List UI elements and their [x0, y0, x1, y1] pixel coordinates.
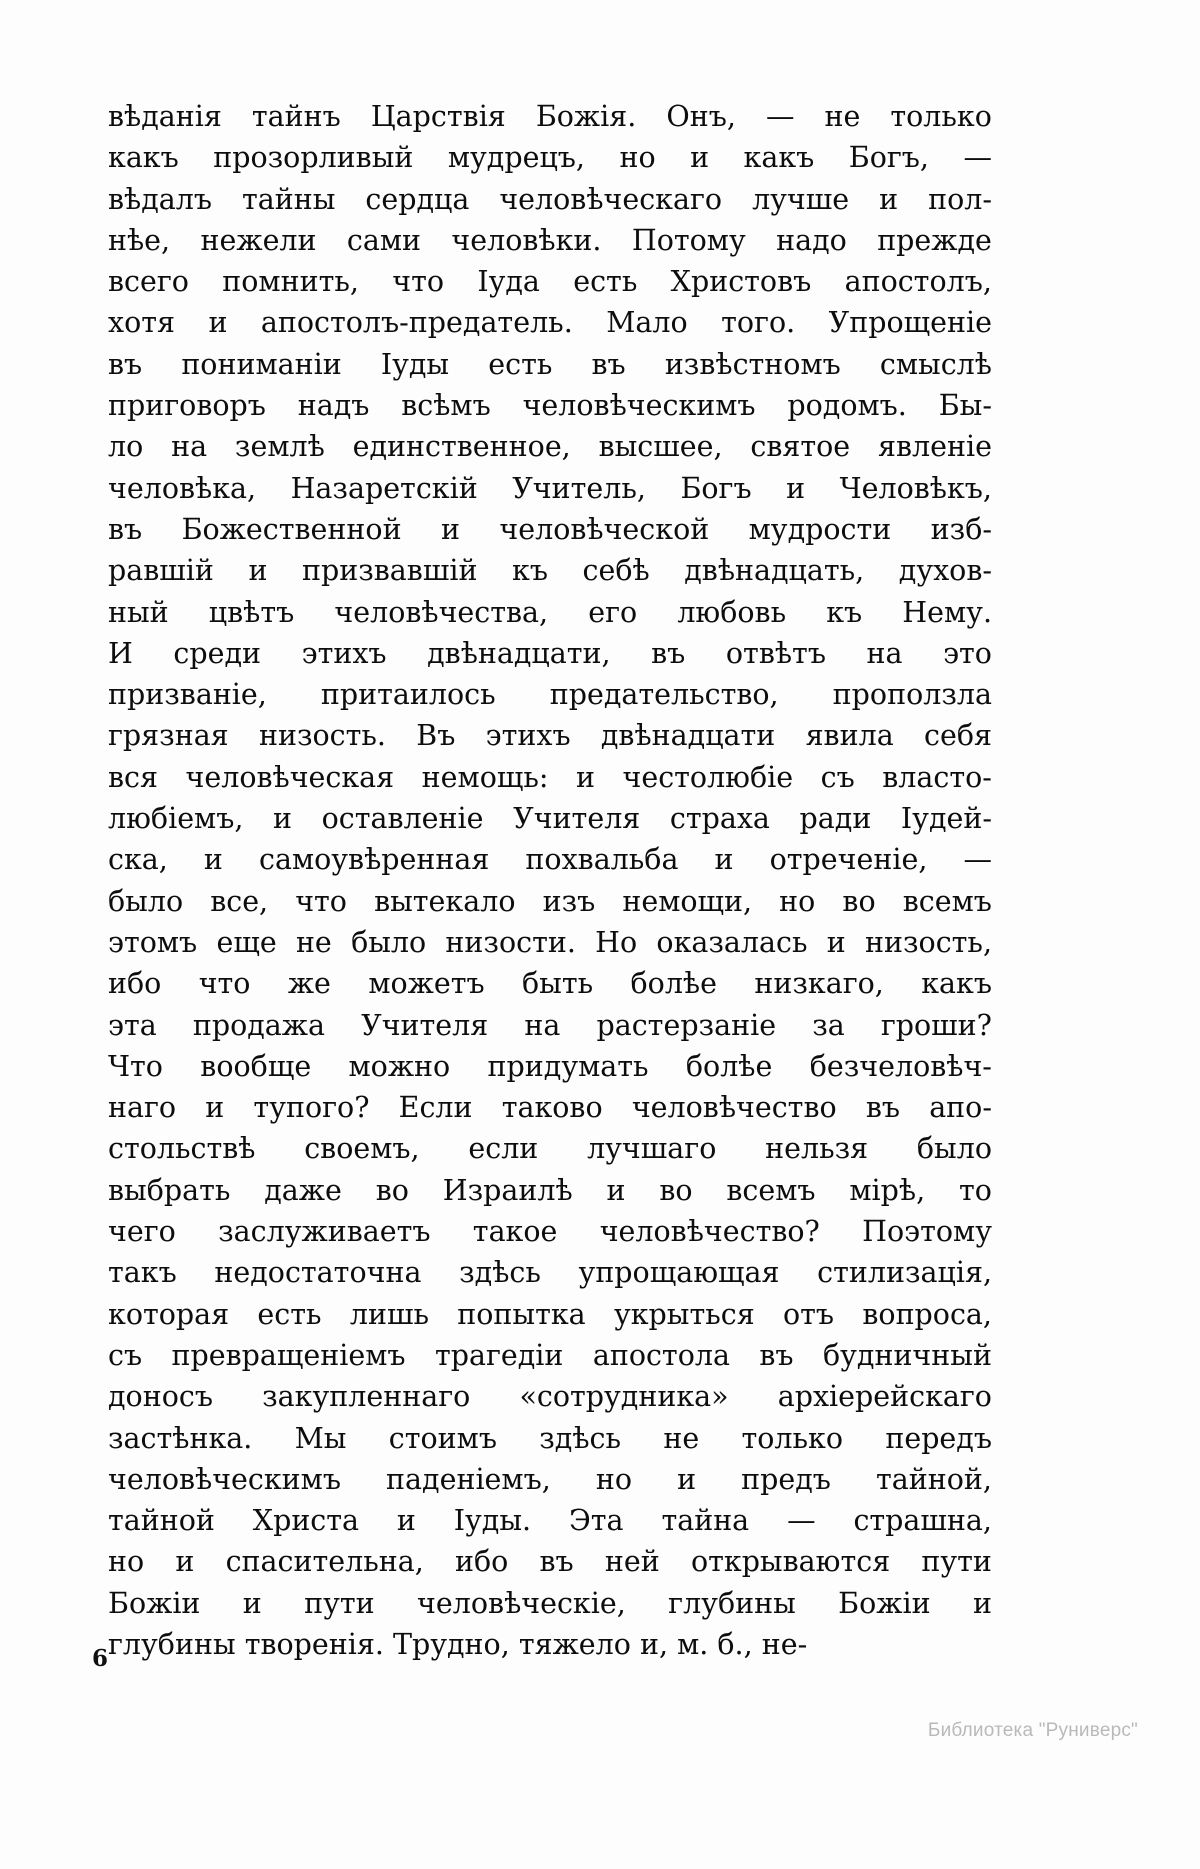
- text-word: эта: [108, 1008, 157, 1042]
- text-word: нежели: [200, 223, 317, 257]
- text-word: приговоръ: [108, 389, 266, 423]
- text-word: притаилось: [320, 678, 496, 712]
- text-line: [108, 137, 992, 178]
- text-word: лучше: [752, 182, 850, 216]
- text-word: изб-: [930, 512, 992, 546]
- text-word: Назаретскій: [290, 471, 478, 505]
- text-word: Божественной: [181, 512, 402, 546]
- text-word: этихъ: [485, 719, 571, 753]
- text-word: И: [108, 636, 133, 670]
- text-word: человѣчества,: [334, 595, 549, 629]
- text-word: «сотрудника»: [519, 1380, 729, 1414]
- text-line: [108, 509, 992, 550]
- text-word: страшна,: [853, 1504, 992, 1538]
- text-word: въ: [651, 636, 686, 670]
- text-word: стоимъ: [388, 1421, 497, 1455]
- text-word: Въ: [416, 719, 456, 753]
- text-word: здѣсь: [539, 1421, 622, 1455]
- text-line: [108, 963, 992, 1004]
- text-word: съ: [820, 760, 855, 794]
- text-word: Эта: [568, 1504, 624, 1538]
- text-word: мудрости: [748, 512, 892, 546]
- text-word: среди: [173, 636, 262, 670]
- text-word: хотя: [108, 306, 175, 340]
- text-word: заслуживаетъ: [218, 1215, 431, 1249]
- text-word: грязная: [108, 719, 229, 753]
- text-word: Іуды: [380, 347, 450, 381]
- text-line: [108, 1046, 992, 1087]
- text-line: [108, 344, 992, 385]
- text-line: [108, 261, 992, 302]
- text-word: что: [295, 884, 347, 918]
- text-word: и: [575, 760, 595, 794]
- text-word: оставленіе: [321, 802, 484, 836]
- text-word: власто-: [882, 760, 992, 794]
- text-word: болѣе: [685, 1049, 773, 1083]
- text-word: Іуды.: [453, 1504, 532, 1538]
- text-line: [108, 220, 992, 261]
- text-word: Если: [398, 1091, 473, 1125]
- text-word: въ: [865, 1091, 901, 1125]
- text-word: и: [208, 306, 228, 340]
- text-word: человѣчество: [631, 1091, 837, 1125]
- text-word: спасительна,: [225, 1545, 424, 1579]
- text-word: то: [958, 1173, 992, 1207]
- text-word: немощи,: [622, 884, 753, 918]
- text-line: [108, 881, 992, 922]
- text-word: человѣки.: [451, 223, 602, 257]
- text-line: [108, 426, 992, 467]
- text-word: застѣнка.: [108, 1421, 253, 1455]
- text-word: человѣческой: [499, 512, 710, 546]
- text-word: честолюбіе: [622, 760, 794, 794]
- text-word: Но: [595, 925, 638, 959]
- text-word: но: [595, 1462, 633, 1496]
- text-line: [108, 96, 992, 137]
- text-word: такое: [472, 1215, 558, 1249]
- text-word: за: [812, 1008, 845, 1042]
- text-word: Божія.: [535, 100, 637, 133]
- text-word: человѣческая: [185, 760, 395, 794]
- text-word: нѣе,: [108, 223, 171, 257]
- text-word: апостолъ,: [844, 265, 992, 299]
- text-word: —: [963, 141, 992, 175]
- text-word: тайной,: [876, 1462, 992, 1496]
- text-word: Учителя: [513, 802, 641, 836]
- text-word: его: [588, 595, 638, 629]
- text-word: вся: [108, 760, 158, 794]
- text-word: не: [824, 100, 861, 133]
- text-word: можетъ: [368, 967, 485, 1001]
- text-word: и: [273, 802, 293, 836]
- text-word: пол-: [928, 182, 992, 216]
- text-word: того.: [721, 306, 796, 340]
- text-word: тайна: [661, 1504, 750, 1538]
- text-line: [108, 550, 992, 591]
- text-word: и: [440, 512, 460, 546]
- library-watermark: Библиотека "Руниверс": [927, 1720, 1138, 1741]
- text-word: въ: [108, 347, 143, 381]
- text-word: мудрецъ,: [447, 141, 585, 175]
- text-word: отъ: [783, 1297, 835, 1331]
- text-word: въ: [591, 347, 626, 381]
- text-word: Нему.: [902, 595, 992, 629]
- text-word: человѣчество?: [599, 1215, 820, 1249]
- text-word: не: [295, 925, 332, 959]
- text-word: на: [524, 1008, 561, 1042]
- text-word: открываются: [690, 1545, 891, 1579]
- text-word: человѣческимъ: [108, 1462, 341, 1496]
- text-word: закупленнаго: [262, 1380, 471, 1414]
- text-word: мірѣ,: [849, 1173, 926, 1207]
- text-word: Христовъ: [670, 265, 812, 299]
- text-word: безчеловѣч-: [809, 1049, 992, 1083]
- text-word: надъ: [297, 389, 370, 423]
- text-word: можно: [348, 1049, 451, 1083]
- text-word: только: [741, 1421, 844, 1455]
- text-line: [108, 839, 992, 880]
- text-word: есть: [573, 265, 638, 299]
- text-line: [108, 1459, 992, 1500]
- text-word: явила: [805, 719, 894, 753]
- text-word: человѣческимъ: [522, 389, 756, 423]
- text-word: тайной: [108, 1504, 215, 1538]
- text-word: вообще: [200, 1049, 312, 1083]
- text-word: ибо: [454, 1545, 509, 1579]
- text-line: [108, 757, 992, 798]
- text-word: святое: [750, 430, 851, 464]
- text-word: есть: [488, 347, 553, 381]
- text-word: которая: [108, 1297, 230, 1331]
- text-word: тайнъ: [251, 100, 341, 133]
- text-word: низкаго,: [754, 967, 884, 1001]
- text-word: и: [972, 1586, 992, 1620]
- text-word: человѣческаго: [499, 182, 723, 216]
- text-line: [108, 179, 992, 220]
- text-word: Потому: [631, 223, 746, 257]
- text-word: отвѣтъ: [725, 636, 826, 670]
- text-word: Іудей-: [900, 802, 992, 836]
- text-word: даже: [264, 1173, 342, 1207]
- text-word: землѣ: [234, 430, 325, 464]
- text-word: такъ: [108, 1256, 177, 1290]
- text-line: [108, 1128, 992, 1169]
- text-word: себѣ: [582, 554, 650, 588]
- text-word: низости.: [445, 925, 576, 959]
- text-word: вѣданія: [108, 100, 222, 133]
- text-word: только: [890, 100, 992, 133]
- text-line: глубины творенія. Трудно, тяжело и, м. б., не-: [108, 1627, 808, 1661]
- text-word: Іуда: [477, 265, 540, 299]
- text-word: сердца: [365, 182, 470, 216]
- text-line: [108, 1583, 992, 1624]
- text-word: апостолъ-предатель.: [260, 306, 573, 340]
- text-word: есть: [257, 1297, 322, 1331]
- text-word: надо: [776, 223, 847, 257]
- text-word: превращеніемъ: [171, 1338, 406, 1372]
- text-line: [108, 1211, 992, 1252]
- text-word: двѣнадцать,: [684, 554, 865, 588]
- text-word: явленіе: [878, 430, 992, 464]
- text-word: тупого?: [253, 1091, 370, 1125]
- text-word: ска,: [108, 843, 168, 877]
- text-word: къ: [512, 554, 548, 588]
- text-word: человѣка,: [108, 471, 257, 505]
- text-word: ради: [799, 802, 872, 836]
- text-word: Божіи: [838, 1586, 931, 1620]
- text-word: если: [468, 1132, 539, 1166]
- text-word: недостаточна: [214, 1256, 422, 1290]
- text-word: человѣческіе,: [417, 1586, 626, 1620]
- text-word: этихъ: [301, 636, 387, 670]
- text-word: самоувѣренная: [258, 843, 490, 877]
- text-word: и: [203, 843, 223, 877]
- text-line: [108, 1500, 992, 1541]
- text-word: и: [879, 182, 899, 216]
- text-word: и: [175, 1545, 195, 1579]
- text-word: нельзя: [765, 1132, 869, 1166]
- text-word: себя: [924, 719, 992, 753]
- text-word: все,: [210, 884, 269, 918]
- text-word: ней: [604, 1545, 660, 1579]
- text-word: растерзаніе: [596, 1008, 777, 1042]
- text-word: и: [690, 141, 710, 175]
- text-word: Упрощеніе: [828, 306, 992, 340]
- text-word: двѣнадцати,: [427, 636, 611, 670]
- text-word: какъ: [743, 141, 815, 175]
- text-word: всѣмъ: [401, 389, 491, 423]
- text-word: съ: [108, 1338, 143, 1372]
- text-word: это: [943, 636, 992, 670]
- text-word: но: [108, 1545, 145, 1579]
- text-word: —: [787, 1504, 816, 1538]
- text-word: лишь: [349, 1297, 429, 1331]
- text-word: Мало: [606, 306, 688, 340]
- text-word: —: [963, 843, 992, 877]
- text-word: предъ: [741, 1462, 831, 1496]
- text-line: [108, 715, 992, 756]
- text-word: равшій: [108, 554, 214, 588]
- text-word: Учитель,: [512, 471, 646, 505]
- text-word: всего: [108, 265, 189, 299]
- text-word: что: [198, 967, 251, 1001]
- text-word: немощь:: [421, 760, 549, 794]
- text-word: апостола: [592, 1338, 730, 1372]
- text-word: передъ: [885, 1421, 992, 1455]
- text-word: ный: [108, 595, 169, 629]
- text-word: любовь: [677, 595, 787, 629]
- text-word: Богъ,: [848, 141, 929, 175]
- text-line: [108, 385, 992, 426]
- text-word: духов-: [898, 554, 992, 588]
- text-word: къ: [826, 595, 863, 629]
- text-word: апо-: [929, 1091, 992, 1125]
- text-word: выбрать: [108, 1173, 231, 1207]
- text-word: было: [108, 884, 184, 918]
- text-line: [108, 1005, 992, 1046]
- text-word: Израилѣ: [442, 1173, 573, 1207]
- text-word: двѣнадцати: [600, 719, 776, 753]
- text-word: на: [171, 430, 208, 464]
- text-word: сами: [346, 223, 422, 257]
- text-word: и: [242, 1586, 262, 1620]
- text-word: чего: [108, 1215, 176, 1249]
- text-word: призвавшій: [301, 554, 478, 588]
- text-word: пониманіи: [181, 347, 342, 381]
- text-line: [108, 1541, 992, 1582]
- text-word: проползла: [832, 678, 992, 712]
- text-word: и: [205, 1091, 225, 1125]
- text-word: и: [786, 471, 806, 505]
- text-word: стилизація,: [817, 1256, 992, 1290]
- text-line: [108, 1376, 992, 1417]
- text-word: вопроса,: [862, 1297, 992, 1331]
- text-word: низость,: [865, 925, 992, 959]
- text-word: быть: [522, 967, 594, 1001]
- text-word: глубины: [668, 1586, 796, 1620]
- text-word: Что: [108, 1049, 163, 1083]
- text-word: Бы-: [938, 389, 992, 423]
- text-word: Поэтому: [862, 1215, 992, 1249]
- text-word: не: [663, 1421, 700, 1455]
- text-word: еще: [216, 925, 277, 959]
- text-word: паденіемъ,: [386, 1462, 551, 1496]
- text-word: родомъ.: [787, 389, 907, 423]
- text-word: будничный: [822, 1338, 992, 1372]
- text-word: изъ: [542, 884, 596, 918]
- text-word: похвальба: [525, 843, 679, 877]
- text-word: укрыться: [613, 1297, 755, 1331]
- text-word: пути: [921, 1545, 992, 1579]
- text-word: Человѣкъ,: [839, 471, 992, 505]
- text-word: лучшаго: [587, 1132, 717, 1166]
- text-word: но: [619, 141, 656, 175]
- page-number: 6: [92, 1645, 109, 1672]
- text-line: [108, 1294, 992, 1335]
- text-word: упрощающая: [578, 1256, 780, 1290]
- text-word: и: [714, 843, 734, 877]
- text-word: помнить,: [222, 265, 359, 299]
- text-word: стольствѣ: [108, 1132, 256, 1166]
- text-word: низость.: [258, 719, 386, 753]
- text-word: архіерейскаго: [777, 1380, 992, 1414]
- text-line: [108, 798, 992, 839]
- text-word: всемъ: [726, 1173, 816, 1207]
- text-word: предательство,: [549, 678, 779, 712]
- text-word: цвѣтъ: [208, 595, 295, 629]
- text-line: [108, 1087, 992, 1128]
- text-line: [108, 1335, 992, 1376]
- text-line: [108, 1252, 992, 1293]
- text-word: всемъ: [902, 884, 992, 918]
- text-word: и: [396, 1504, 416, 1538]
- text-word: и: [606, 1173, 626, 1207]
- text-word: какъ: [921, 967, 992, 1001]
- text-word: въ: [108, 512, 143, 546]
- text-word: Учителя: [361, 1008, 489, 1042]
- text-word: какъ: [108, 141, 179, 175]
- text-line: [108, 592, 992, 633]
- text-word: доносъ: [108, 1380, 213, 1414]
- text-word: Онъ,: [666, 100, 736, 133]
- text-word: Богъ: [680, 471, 752, 505]
- text-word: прозорливый: [213, 141, 414, 175]
- text-line: [108, 1418, 992, 1459]
- text-word: трагедіи: [434, 1338, 564, 1372]
- text-word: Мы: [294, 1421, 347, 1455]
- text-line: [108, 922, 992, 963]
- text-word: и: [248, 554, 268, 588]
- text-word: ибо: [108, 967, 162, 1001]
- text-word: Царствія: [370, 100, 506, 133]
- body-text: [108, 96, 992, 1665]
- text-word: страха: [669, 802, 770, 836]
- text-word: на: [866, 636, 903, 670]
- text-word: оказалась: [656, 925, 808, 959]
- text-word: и: [677, 1462, 697, 1496]
- text-word: тайны: [241, 182, 336, 216]
- text-word: наго: [108, 1091, 177, 1125]
- text-word: Христа: [252, 1504, 360, 1538]
- text-word: здѣсь: [459, 1256, 541, 1290]
- text-word: было: [916, 1132, 992, 1166]
- text-word: призваніе,: [108, 678, 267, 712]
- text-word: Божіи: [108, 1586, 201, 1620]
- text-word: было: [351, 925, 427, 959]
- text-word: высшее,: [598, 430, 723, 464]
- text-word: извѣстномъ: [664, 347, 841, 381]
- text-line: [108, 468, 992, 509]
- text-word: своемъ,: [304, 1132, 420, 1166]
- text-word: —: [765, 100, 795, 133]
- text-line: [108, 674, 992, 715]
- text-word: въ: [539, 1545, 574, 1579]
- text-word: вытекало: [374, 884, 516, 918]
- text-word: ло: [108, 430, 144, 464]
- text-word: но: [779, 884, 816, 918]
- text-line: [108, 302, 992, 343]
- text-line: [108, 633, 992, 674]
- text-word: этомъ: [108, 925, 198, 959]
- text-word: любіемъ,: [108, 802, 244, 836]
- text-word: продажа: [192, 1008, 325, 1042]
- text-word: и: [826, 925, 846, 959]
- text-word: въ: [759, 1338, 794, 1372]
- text-word: единственное,: [352, 430, 571, 464]
- text-word: смыслѣ: [879, 347, 992, 381]
- text-word: таково: [501, 1091, 603, 1125]
- text-word: во: [842, 884, 876, 918]
- text-word: пути: [304, 1586, 375, 1620]
- text-word: попытка: [457, 1297, 586, 1331]
- text-word: придумать: [487, 1049, 649, 1083]
- text-word: отреченіе,: [769, 843, 928, 877]
- text-word: во: [659, 1173, 693, 1207]
- text-word: вѣдалъ: [108, 182, 213, 216]
- text-word: болѣе: [630, 967, 717, 1001]
- text-line: [108, 1170, 992, 1211]
- text-word: что: [392, 265, 445, 299]
- text-word: гроши?: [880, 1008, 992, 1042]
- text-word: прежде: [877, 223, 992, 257]
- text-word: во: [375, 1173, 409, 1207]
- text-word: же: [287, 967, 331, 1001]
